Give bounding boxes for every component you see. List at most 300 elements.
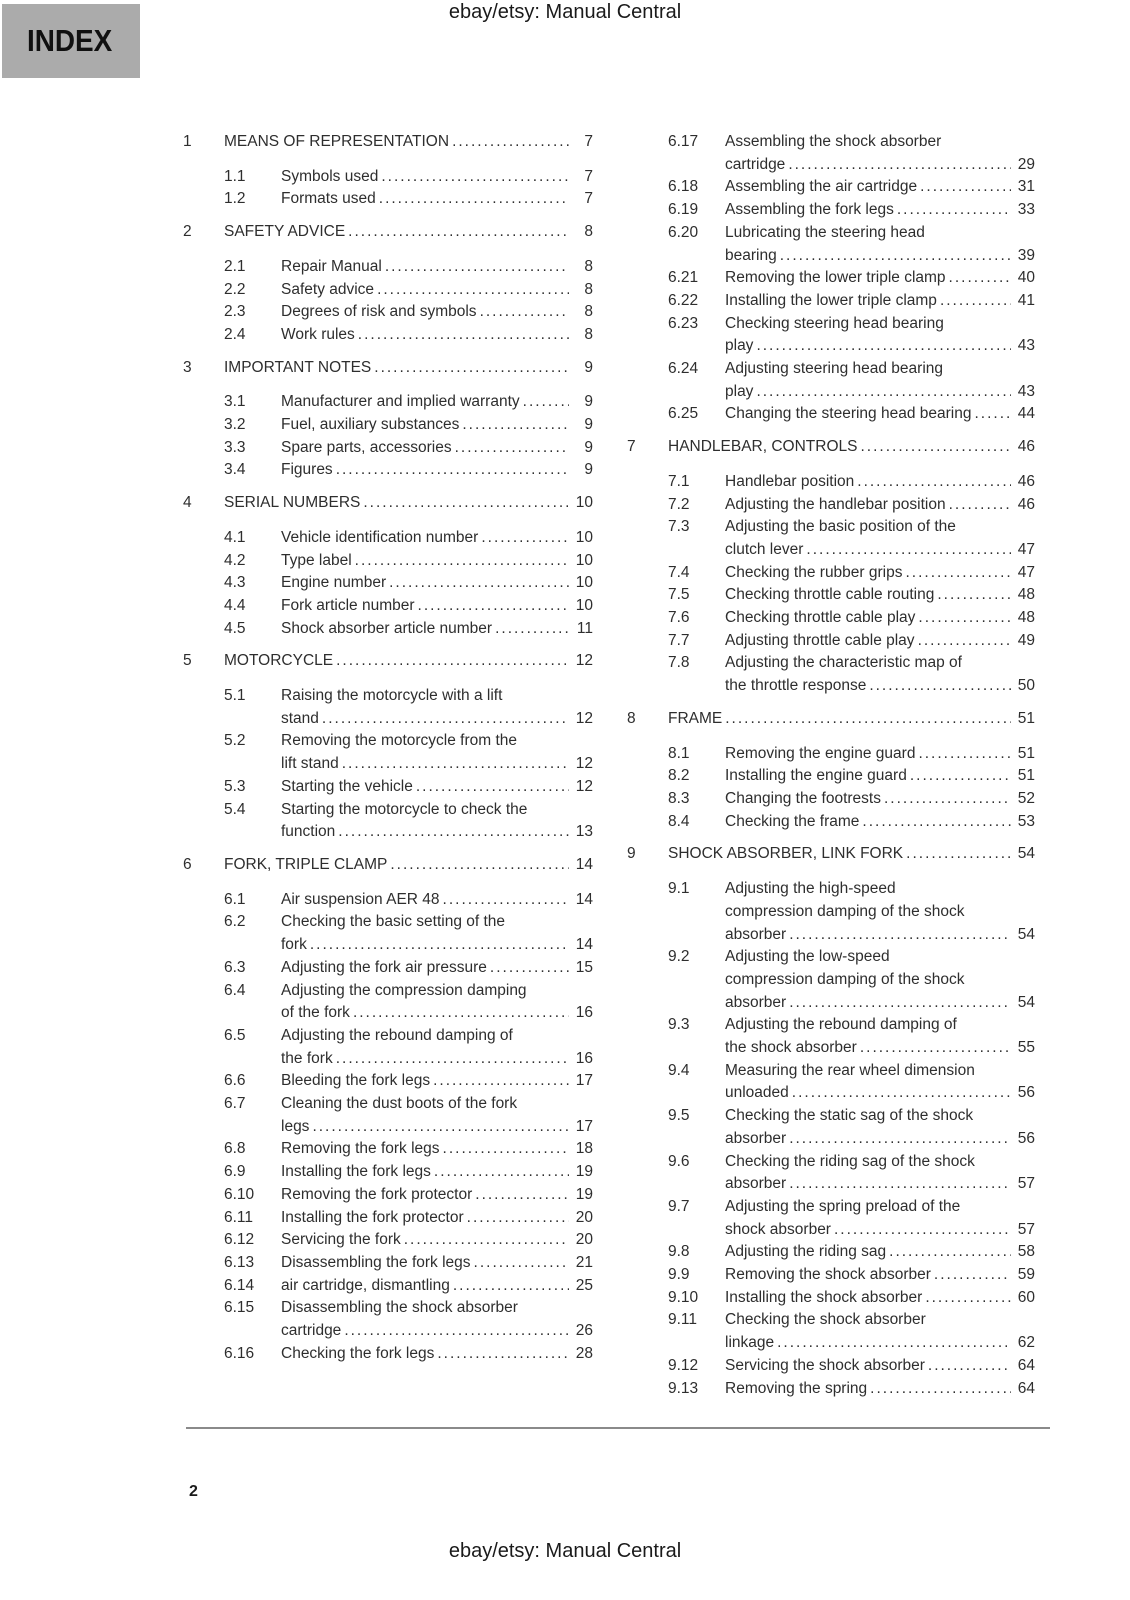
toc-page-number: 9: [584, 461, 593, 479]
toc-sub-entry: [627, 1151, 1035, 1196]
toc-entry-title: [281, 1184, 593, 1207]
toc-entry-title: [281, 572, 593, 595]
toc-entry-number: 7.4: [668, 563, 690, 581]
toc-entry-title: [281, 527, 593, 550]
dot-leader: [490, 957, 569, 980]
dot-leader: [889, 1241, 1011, 1264]
toc-entry-title: [281, 618, 593, 641]
toc-entry-title: [281, 1025, 593, 1070]
toc-page-number: 13: [575, 823, 593, 841]
dot-leader: [789, 992, 1011, 1015]
toc-page-number: 9: [584, 416, 593, 434]
toc-sub-entry: [183, 1070, 593, 1093]
toc-page-number: 50: [1017, 677, 1035, 695]
toc-entry-number: 4: [183, 494, 192, 512]
toc-sub-entry: [183, 527, 593, 550]
page-footer-title: ebay/etsy: Manual Central: [448, 1540, 682, 1562]
dot-leader: [418, 595, 569, 618]
toc-entry-title-line: cartridge: [725, 155, 786, 173]
toc-entry-title: [281, 1252, 593, 1275]
toc-entry-title-line: Adjusting the fork air pressure: [281, 958, 487, 976]
toc-entry-title-line: Fork article number: [281, 596, 415, 614]
toc-entry-number: 5.4: [224, 800, 246, 818]
toc-entry-number: 6.19: [668, 201, 699, 219]
toc-entry-number: 6.12: [224, 1231, 255, 1249]
toc-page-number: 43: [1017, 382, 1035, 400]
toc-page-number: 46: [1017, 438, 1035, 456]
toc-entry-title: [725, 471, 1035, 494]
toc-entry-title: [281, 595, 593, 618]
toc-entry-title: [725, 131, 1035, 176]
toc-entry-title-line: Adjusting the riding sag: [725, 1243, 887, 1261]
toc-entry-number: 5: [183, 652, 192, 670]
toc-entry-number: 6.9: [224, 1163, 246, 1181]
toc-page-number: 12: [575, 777, 593, 795]
toc-entry-title-line: Raising the motorcycle with a lift: [281, 687, 503, 705]
toc-entry-title-line: Checking throttle cable play: [725, 609, 916, 627]
toc-entry-title: [281, 889, 593, 912]
toc-entry-title-line: shock absorber: [725, 1220, 831, 1238]
toc-sub-entry: [183, 256, 593, 279]
toc-page-number: 57: [1017, 1220, 1035, 1238]
toc-entry-title: [725, 878, 1035, 946]
toc-entry-number: 6.25: [668, 405, 699, 423]
toc-entry-number: 6.15: [224, 1299, 255, 1317]
dot-leader: [857, 471, 1011, 494]
toc-entry-title: [281, 1229, 593, 1252]
toc-sub-entry: [183, 1275, 593, 1298]
toc-sub-entry: [627, 878, 1035, 946]
dot-leader: [897, 199, 1011, 222]
dot-leader: [910, 765, 1011, 788]
toc-entry-title-line: FORK, TRIPLE CLAMP: [224, 855, 388, 873]
toc-page-number: 26: [575, 1322, 593, 1340]
toc-page-number: 39: [1017, 246, 1035, 264]
toc-entry-number: 8.4: [668, 812, 690, 830]
toc-page-number: 14: [575, 855, 593, 873]
dot-leader: [792, 1082, 1011, 1105]
toc-entry-number: 9.3: [668, 1016, 690, 1034]
toc-entry-title: [725, 1105, 1035, 1150]
dot-leader: [312, 1116, 569, 1139]
toc-entry-title-line: Formats used: [281, 190, 376, 208]
toc-page-number: 8: [584, 325, 593, 343]
dot-leader: [455, 437, 569, 460]
dot-leader: [918, 630, 1011, 653]
dot-leader: [416, 776, 569, 799]
toc-entry-title-line: Installing the shock absorber: [725, 1288, 923, 1306]
toc-page-number: 41: [1017, 291, 1035, 309]
dot-leader: [869, 675, 1011, 698]
toc-section-entry: [183, 131, 593, 154]
toc-page-number: 52: [1017, 789, 1035, 807]
dot-leader: [443, 1138, 569, 1161]
toc-entry-number: 6.17: [668, 133, 699, 150]
toc-right-column: [627, 131, 1035, 1400]
toc-entry-title: [725, 652, 1035, 697]
toc-page-number: 9: [584, 393, 593, 411]
toc-entry-title: [725, 1196, 1035, 1241]
toc-page-number: 16: [575, 1049, 593, 1067]
toc-sub-entry: [183, 1252, 593, 1275]
dot-leader: [336, 459, 569, 482]
toc-sub-entry: [183, 1161, 593, 1184]
toc-entry-title-line: Adjusting the compression damping: [281, 981, 527, 999]
toc-entry-title-line: Installing the lower triple clamp: [725, 291, 937, 309]
toc-entry-number: 2: [183, 223, 192, 241]
toc-entry-title: [224, 492, 593, 515]
toc-page-number: 51: [1017, 709, 1035, 727]
toc-entry-title-line: Removing the shock absorber: [725, 1266, 931, 1284]
toc-entry-number: 3.1: [224, 393, 246, 411]
toc-page-number: 11: [576, 619, 593, 637]
dot-leader: [336, 1048, 569, 1071]
dot-leader: [348, 221, 569, 244]
toc-entry-title-line: SERIAL NUMBERS: [224, 494, 361, 512]
toc-sub-entry: [183, 980, 593, 1025]
toc-entry-title: [725, 1309, 1035, 1354]
toc-entry-number: 9.12: [668, 1356, 699, 1374]
toc-entry-title-line: MEANS OF REPRESENTATION: [224, 133, 450, 150]
toc-entry-number: 3: [183, 358, 192, 376]
toc-entry-number: 7: [627, 438, 636, 456]
toc-entry-title-line: Checking the static sag of the shock: [725, 1107, 974, 1125]
toc-entry-number: 6.16: [224, 1344, 255, 1362]
dot-leader: [928, 1355, 1011, 1378]
toc-entry-title-line: absorber: [725, 925, 787, 943]
toc-sub-entry: [183, 889, 593, 912]
toc-entry-title: [281, 414, 593, 437]
toc-entry-title-line: stand: [281, 709, 319, 727]
toc-entry-title: [668, 436, 1035, 459]
toc-sub-entry: [183, 799, 593, 844]
toc-entry-title: [281, 437, 593, 460]
toc-page-number: 20: [575, 1231, 593, 1249]
toc-entry-number: 9.9: [668, 1266, 690, 1284]
dot-leader: [433, 1070, 569, 1093]
toc-page-number: 40: [1017, 269, 1035, 287]
toc-sub-entry: [183, 595, 593, 618]
toc-entry-number: 6.21: [668, 269, 699, 287]
toc-entry-title-line: Removing the motorcycle from the: [281, 732, 518, 750]
dot-leader: [381, 166, 569, 189]
toc-entry-title-line: Engine number: [281, 574, 387, 592]
toc-entry-title-line: Cleaning the dust boots of the fork: [281, 1095, 518, 1113]
dot-leader: [789, 1173, 1011, 1196]
dot-leader: [756, 381, 1011, 404]
toc-section-entry: [627, 436, 1035, 459]
toc-sub-entry: [183, 188, 593, 211]
toc-entry-title: [725, 765, 1035, 788]
toc-entry-title-line: Air suspension AER 48: [281, 890, 440, 908]
toc-page-number: 10: [575, 596, 593, 614]
toc-page-number: 60: [1017, 1288, 1035, 1306]
toc-entry-title-line: Adjusting the spring preload of the: [725, 1197, 961, 1215]
toc-entry-title-line: Checking the basic setting of the: [281, 913, 506, 931]
toc-entry-number: 6.24: [668, 360, 699, 378]
toc-entry-number: 9: [627, 845, 636, 863]
toc-entry-title-line: Adjusting steering head bearing: [725, 360, 944, 378]
toc-page-number: 59: [1017, 1266, 1035, 1284]
toc-entry-number: 4.2: [224, 551, 246, 569]
toc-entry-title-line: function: [281, 823, 336, 841]
dot-leader: [467, 1207, 569, 1230]
toc-page-number: 47: [1017, 540, 1035, 558]
toc-entry-title: [725, 946, 1035, 1014]
toc-sub-entry: [627, 607, 1035, 630]
toc-sub-entry: [627, 403, 1035, 426]
toc-entry-title-line: FRAME: [668, 709, 723, 727]
dot-leader: [344, 1320, 569, 1343]
toc-entry-title-line: Adjusting the rebound damping of: [281, 1026, 513, 1044]
dot-leader: [884, 788, 1011, 811]
toc-entry-title-line: Fuel, auxiliary substances: [281, 416, 460, 434]
toc-entry-title: [725, 1241, 1035, 1264]
toc-sub-entry: [627, 1014, 1035, 1059]
toc-entry-title-line: Safety advice: [281, 280, 375, 298]
toc-entry-number: 9.11: [668, 1311, 698, 1329]
toc-sub-entry: [627, 494, 1035, 517]
toc-entry-title: [281, 799, 593, 844]
dot-leader: [443, 889, 569, 912]
toc-sub-entry: [183, 1025, 593, 1070]
toc-sub-entry: [183, 1093, 593, 1138]
toc-page-number: 8: [584, 223, 593, 241]
toc-entry-title: [725, 1151, 1035, 1196]
toc-entry-number: 5.2: [224, 732, 246, 750]
toc-entry-title-line: Vehicle identification number: [281, 528, 479, 546]
toc-entry-title: [281, 188, 593, 211]
toc-sub-entry: [627, 630, 1035, 653]
toc-sub-entry: [627, 1355, 1035, 1378]
toc-sub-entry: [183, 572, 593, 595]
toc-entry-title-line: IMPORTANT NOTES: [224, 358, 372, 376]
toc-entry-title: [725, 1060, 1035, 1105]
toc-entry-number: 9.13: [668, 1379, 699, 1397]
toc-entry-title-line: lift stand: [281, 755, 339, 773]
toc-entry-number: 8.2: [668, 767, 690, 785]
toc-page-number: 64: [1017, 1379, 1035, 1397]
toc-entry-number: 6.10: [224, 1185, 255, 1203]
toc-entry-title: [281, 776, 593, 799]
toc-entry-title: [725, 358, 1035, 403]
toc-sub-entry: [627, 1196, 1035, 1241]
toc-section-entry: [627, 843, 1035, 866]
toc-page-number: 64: [1017, 1356, 1035, 1374]
toc-sub-entry: [183, 414, 593, 437]
toc-entry-title-line: SHOCK ABSORBER, LINK FORK: [668, 845, 904, 863]
toc-page-number: 17: [575, 1117, 593, 1135]
toc-entry-title-line: fork: [281, 936, 307, 954]
toc-sub-entry: [183, 1207, 593, 1230]
toc-entry-number: 7.6: [668, 609, 690, 627]
toc-entry-title: [725, 313, 1035, 358]
toc-entry-title: [725, 630, 1035, 653]
toc-sub-entry: [627, 176, 1035, 199]
toc-page-number: 46: [1017, 472, 1035, 490]
toc-sub-entry: [627, 811, 1035, 834]
toc-entry-number: 9.8: [668, 1243, 690, 1261]
toc-page-number: 10: [575, 528, 593, 546]
dot-leader: [453, 1275, 569, 1298]
toc-sub-entry: [627, 1105, 1035, 1150]
toc-entry-title-line: Checking the fork legs: [281, 1344, 435, 1362]
toc-sub-entry: [627, 1241, 1035, 1264]
toc-page-number: 10: [575, 551, 593, 569]
toc-page-number: 18: [575, 1140, 593, 1158]
toc-entry-title-line: Adjusting the handlebar position: [725, 495, 946, 513]
dot-leader: [918, 743, 1011, 766]
toc-entry-title-line: Degrees of risk and symbols: [281, 303, 477, 321]
toc-page-number: 10: [575, 494, 593, 512]
toc-sub-entry: [183, 1184, 593, 1207]
toc-sub-entry: [183, 911, 593, 956]
toc-entry-title-line: bearing: [725, 246, 777, 264]
toc-page-number: 43: [1017, 337, 1035, 355]
toc-entry-number: 6.13: [224, 1253, 255, 1271]
toc-entry-title: [725, 1378, 1035, 1401]
toc-entry-number: 6.6: [224, 1072, 246, 1090]
footer-rule: [186, 1427, 1050, 1429]
toc-entry-title-line: Spare parts, accessories: [281, 438, 452, 456]
toc-page-number: 56: [1017, 1129, 1035, 1147]
toc-entry-number: 7.8: [668, 654, 690, 672]
toc-entry-title: [281, 279, 593, 302]
toc-entry-title-line: SAFETY ADVICE: [224, 223, 346, 241]
dot-leader: [358, 324, 569, 347]
dot-leader: [906, 843, 1011, 866]
toc-entry-number: 5.1: [224, 687, 246, 705]
toc-entry-title-line: absorber: [725, 1129, 787, 1147]
toc-entry-number: 6.2: [224, 913, 246, 931]
toc-entry-title-line: absorber: [725, 993, 787, 1011]
toc-entry-title-line: legs: [281, 1117, 310, 1135]
toc-entry-number: 6.18: [668, 178, 699, 196]
toc-entry-title-line: Starting the motorcycle to check the: [281, 800, 528, 818]
toc-entry-title: [281, 911, 593, 956]
toc-sub-entry: [627, 1060, 1035, 1105]
toc-entry-title-line: Manufacturer and implied warranty: [281, 393, 520, 411]
toc-page-number: 25: [575, 1276, 593, 1294]
toc-entry-number: 9.4: [668, 1061, 690, 1079]
toc-entry-title-line: Bleeding the fork legs: [281, 1072, 431, 1090]
toc-section-entry: [627, 708, 1035, 731]
toc-entry-number: 3.3: [224, 438, 246, 456]
toc-entry-title: [725, 176, 1035, 199]
toc-entry-title-line: Shock absorber article number: [281, 619, 493, 637]
dot-leader: [918, 607, 1011, 630]
toc-entry-title-line: Removing the fork protector: [281, 1185, 473, 1203]
toc-entry-title: [725, 267, 1035, 290]
toc-entry-title-line: Lubricating the steering head: [725, 223, 925, 241]
toc-entry-title: [725, 788, 1035, 811]
toc-entry-title: [725, 562, 1035, 585]
toc-entry-title-line: Assembling the fork legs: [725, 201, 894, 219]
toc-page-number: 62: [1017, 1334, 1035, 1352]
toc-sub-entry: [183, 459, 593, 482]
toc-sub-entry: [627, 1309, 1035, 1354]
toc-entry-title: [224, 221, 593, 244]
toc-section-entry: [183, 221, 593, 244]
toc-entry-number: 7.1: [668, 472, 690, 490]
toc-entry-title: [281, 256, 593, 279]
toc-entry-title: [281, 1275, 593, 1298]
toc-entry-number: 6.1: [224, 890, 246, 908]
toc-entry-title: [725, 1264, 1035, 1287]
toc-entry-title-line: Adjusting the characteristic map of: [725, 654, 962, 672]
toc-page-number: 54: [1017, 845, 1035, 863]
dot-leader: [475, 1184, 569, 1207]
toc-entry-title: [281, 980, 593, 1025]
dot-leader: [434, 1161, 569, 1184]
toc-entry-number: 6.14: [224, 1276, 255, 1294]
toc-entry-number: 4.4: [224, 596, 246, 614]
toc-sub-entry: [183, 618, 593, 641]
toc-page-number: 7: [584, 133, 593, 150]
toc-page-number: 28: [575, 1344, 593, 1362]
toc-page-number: 17: [575, 1072, 593, 1090]
toc-entry-title-line: Type label: [281, 551, 352, 569]
toc-entry-title-line: Checking the frame: [725, 812, 860, 830]
toc-entry-number: 6.11: [224, 1208, 254, 1226]
toc-entry-title: [725, 1014, 1035, 1059]
toc-page-number: 31: [1017, 178, 1035, 196]
toc-entry-number: 6.8: [224, 1140, 246, 1158]
toc-sub-entry: [183, 685, 593, 730]
toc-entry-title-line: Checking throttle cable routing: [725, 586, 935, 604]
page-header-title: ebay/etsy: Manual Central: [448, 1, 682, 23]
toc-entry-number: 3.4: [224, 461, 246, 479]
toc-entry-title: [281, 1138, 593, 1161]
dot-leader: [404, 1229, 569, 1252]
toc-entry-number: 9.6: [668, 1152, 690, 1170]
toc-sub-entry: [627, 313, 1035, 358]
toc-page-number: 57: [1017, 1175, 1035, 1193]
toc-sub-entry: [627, 765, 1035, 788]
toc-entry-title-line: Adjusting the rebound damping of: [725, 1016, 957, 1034]
toc-page-number: 29: [1017, 155, 1035, 173]
dot-leader: [355, 550, 569, 573]
toc-entry-number: 6.3: [224, 958, 246, 976]
toc-entry-title-line: Work rules: [281, 325, 355, 343]
toc-entry-number: 1.1: [224, 167, 246, 185]
dot-leader: [342, 753, 569, 776]
toc-entry-title-line: air cartridge, dismantling: [281, 1276, 450, 1294]
toc-entry-number: 2.1: [224, 257, 246, 275]
toc-section-entry: [183, 854, 593, 877]
toc-sub-entry: [627, 1378, 1035, 1401]
dot-leader: [336, 650, 569, 673]
toc-entry-number: 6.23: [668, 314, 699, 332]
toc-page-number: 10: [575, 574, 593, 592]
toc-entry-title: [725, 1287, 1035, 1310]
toc-page-number: 7: [584, 167, 593, 185]
dot-leader: [310, 934, 569, 957]
toc-entry-title: [281, 324, 593, 347]
toc-entry-title: [725, 607, 1035, 630]
toc-sub-entry: [627, 584, 1035, 607]
toc-page-number: 9: [584, 358, 593, 376]
dot-leader: [860, 1037, 1011, 1060]
toc-entry-title: [725, 584, 1035, 607]
toc-entry-title-line: absorber: [725, 1175, 787, 1193]
dot-leader: [789, 1128, 1011, 1151]
toc-entry-number: 9.5: [668, 1107, 690, 1125]
toc-page-number: 12: [575, 709, 593, 727]
toc-sub-entry: [627, 788, 1035, 811]
toc-entry-title-line: Changing the steering head bearing: [725, 405, 972, 423]
toc-entry-title-line: Changing the footrests: [725, 789, 881, 807]
